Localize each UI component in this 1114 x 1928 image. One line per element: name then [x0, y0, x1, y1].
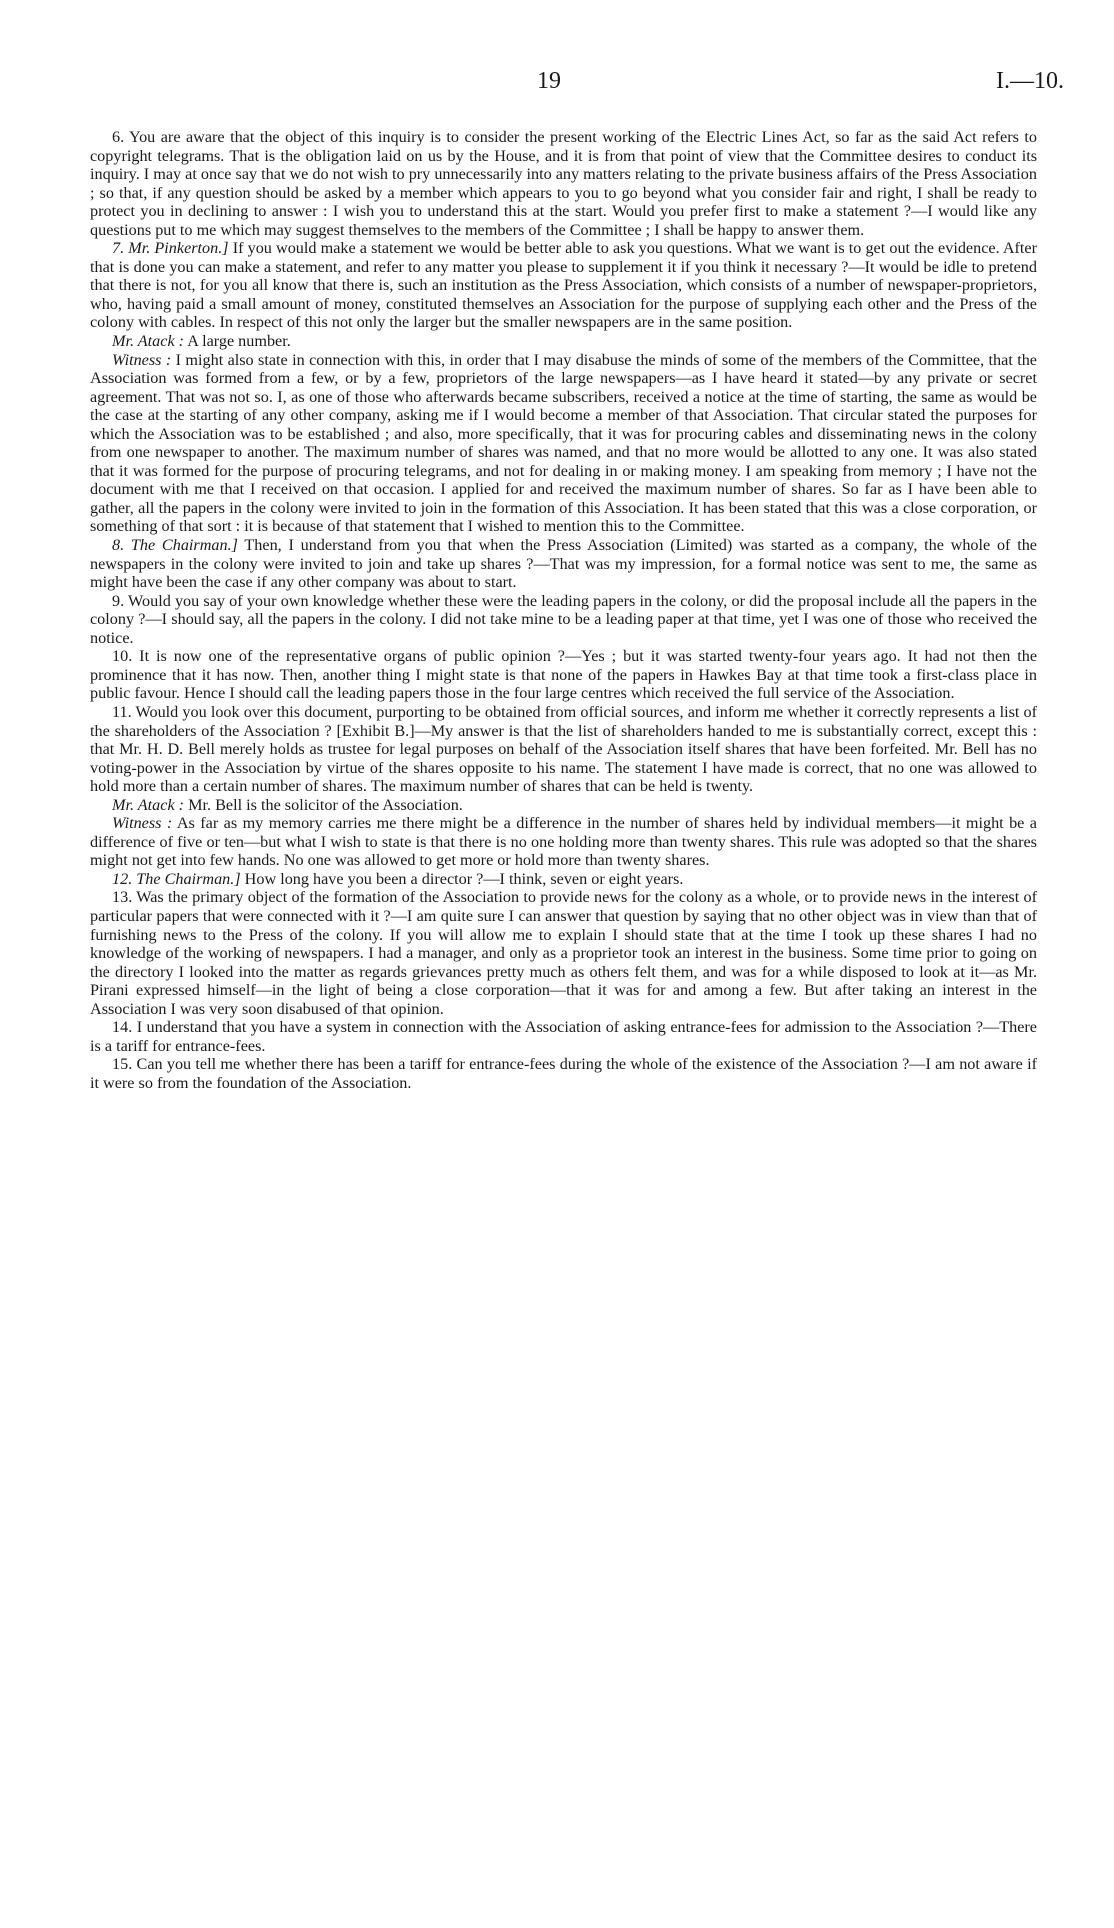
- paragraph-text: 10. It is now one of the representative organs of public opinion ?—Yes ; but it was started twenty-four years ago. It had not then the prominence that it has now. Then, another thing I might state is that none of the papers in Hawkes Bay at that time took a first-class place in public favour. Hence I should call the leading papers those in the four large centres which received the full service of the Association.: [90, 647, 1037, 703]
- paragraph-q8: [90, 536, 1037, 592]
- paragraph-q13: [90, 888, 1037, 1018]
- paper-reference: I.—10.: [996, 68, 1064, 94]
- paragraph-text: A large number.: [184, 332, 291, 351]
- paragraph-q12: [90, 870, 1037, 889]
- paragraph-q14: [90, 1018, 1037, 1055]
- paragraph-text: Then, I understand from you that when the Press Association (Limited) was started as a company, the whole of the newspapers in the colony were invited to join and take up shares ?—That was my impression, for a formal notice was sent to me, the same as might have been the case if any other company was about to start.: [90, 536, 1037, 592]
- paragraph-text: 14. I understand that you have a system in connection with the Association of asking entrance-fees for admission to the Association ?—There is a tariff for entrance-fees.: [90, 1018, 1037, 1055]
- paragraph-text: As far as my memory carries me there might be a difference in the number of shares held by individual members—it might be a difference of five or ten—but what I wish to state is that there is no one holding more than twenty shares. This rule was adopted so that the shares might not get into few hands. No one was allowed to get more or hold more than twenty shares.: [90, 814, 1037, 870]
- paragraph-text: 11. Would you look over this document, purporting to be obtained from official sources, and inform me whether it correctly represents a list of the shareholders of the Association ? [Exhibit B.]—My answer is that the list of shareholders handed to me is substantially correct, except this : that Mr. H. D. Bell merely holds as trustee for legal purposes on behalf of the Association itself shares that have been forfeited. Mr. Bell has no voting-power in the Association by virtue of the shares opposite to his name. The statement I have made is correct, that no one was allowed to hold more than a certain number of shares. The maximum number of shares that can be held is twenty.: [90, 702, 1037, 796]
- paragraph-q6: [90, 128, 1037, 239]
- paragraph-text: How long have you been a director ?—I think, seven or eight years.: [240, 869, 684, 888]
- paragraph-q9: [90, 592, 1037, 648]
- speaker-label: Witness :: [112, 814, 173, 833]
- speaker-label: 8. The Chairman.]: [112, 536, 238, 555]
- speaker-label: Mr. Atack :: [112, 795, 185, 814]
- paragraph-atack-2: [90, 796, 1037, 815]
- paragraph-witness-1: [90, 351, 1037, 536]
- paragraph-text: 13. Was the primary object of the formation of the Association to provide news for the colony as a whole, or to provide news in the interest of particular papers that were connected with it ?—I am quite sure I can answer that question by saying that no other object was in view than that of furnishing news to the Press of the colony. If you will allow me to explain I should state that at the time I took up these shares I had no knowledge of the working of newspapers. I had a manager, and only as a proprietor took an interest in the business. Some time prior to going on the directory I looked into the matter as regards grievances pretty much as others felt them, and was for a while disposed to look at it—as Mr. Pirani expressed himself—in the light of being a close corporation—that it was for and among a few. But after taking an interest in the Association I was very soon disabused of that opinion.: [90, 888, 1037, 1018]
- paragraph-q15: [90, 1055, 1037, 1092]
- paragraph-q11: [90, 703, 1037, 796]
- paragraph-text: I might also state in connection with this, in order that I may disabuse the minds of some of the members of the Committee, that the Association was formed from a few, or by a few, proprietors of the large newspapers—as I have heard it stated—by any private or secret agreement. That was not so. I, as one of those who afterwards became subscribers, received a notice at the time of starting, the same as would be the case at the starting of any other company, asking me if I would become a member of that Association. That circular stated the purposes for which the Association was to be established ; and also, more specifically, that it was for procuring cables and disseminating news in the colony from one newspaper to another. The maximum number of shares was named, and that no more would be allotted to any one. It was also stated that it was formed for the purpose of procuring telegrams, and not for dealing in or making money. I am speaking from memory ; I have not the document with me that I received on that occasion. I applied for and received the maximum number of shares. So far as I have been able to gather, all the papers in the colony were invited to join in the formation of this Association. It has been stated that this was a close corporation, or something of that sort : it is because of that statement that I wished to mention this to the Committee.: [90, 350, 1037, 536]
- speaker-label: 12. The Chairman.]: [112, 869, 241, 888]
- paragraph-text: 6. You are aware that the object of this inquiry is to consider the present working of the Electric Lines Act, so far as the said Act refers to copyright telegrams. That is the obligation laid on us by the House, and it is from that point of view that the Committee desires to conduct its inquiry. I may at once say that we do not wish to pry unnecessarily into any matters relating to the private business affairs of the Press Association ; so that, if any question should be asked by a member which appears to you to go beyond what you consider fair and right, I shall be ready to protect you in declining to answer : I wish you to understand this at the start. Would you prefer first to make a statement ?—I would like any questions put to me which may suggest themselves to the members of the Committee ; I shall be happy to answer them.: [90, 128, 1037, 239]
- paragraph-text: If you would make a statement we would be better able to ask you questions. What we want is to get out the evidence. After that is done you can make a statement, and refer to any matter you please to supplement it if you think it necessary ?—It would be idle to pretend that there is not, for you all know that there is, such an institution as the Press Association, which consists of a number of newspaper-proprietors, who, having paid a small amount of money, constituted themselves an Association for the purpose of supplying each other and the Press of the colony with cables. In respect of this not only the larger but the smaller newspapers are in the same position.: [90, 239, 1037, 332]
- body-text: [90, 128, 1037, 1092]
- speaker-label: 7. Mr. Pinkerton.]: [112, 239, 229, 258]
- speaker-label: Mr. Atack :: [112, 332, 185, 351]
- page-number: 19: [537, 68, 561, 94]
- paragraph-text: Mr. Bell is the solicitor of the Association.: [184, 795, 463, 814]
- speaker-label: Witness :: [112, 350, 172, 369]
- paragraph-witness-2: [90, 814, 1037, 870]
- paragraph-q10: [90, 647, 1037, 703]
- paragraph-text: 9. Would you say of your own knowledge whether these were the leading papers in the colony, or did the proposal include all the papers in the colony ?—I should say, all the papers in the colony. I did not take mine to be a leading paper at that time, yet I was one of those who received the notice.: [90, 591, 1037, 647]
- paragraph-atack-1: [90, 332, 1037, 351]
- paragraph-q7: [90, 239, 1037, 332]
- page-header: [0, 68, 1114, 100]
- paragraph-text: 15. Can you tell me whether there has been a tariff for entrance-fees during the whole of the existence of the Association ?—I am not aware if it were so from the foundation of the Association.: [90, 1055, 1037, 1092]
